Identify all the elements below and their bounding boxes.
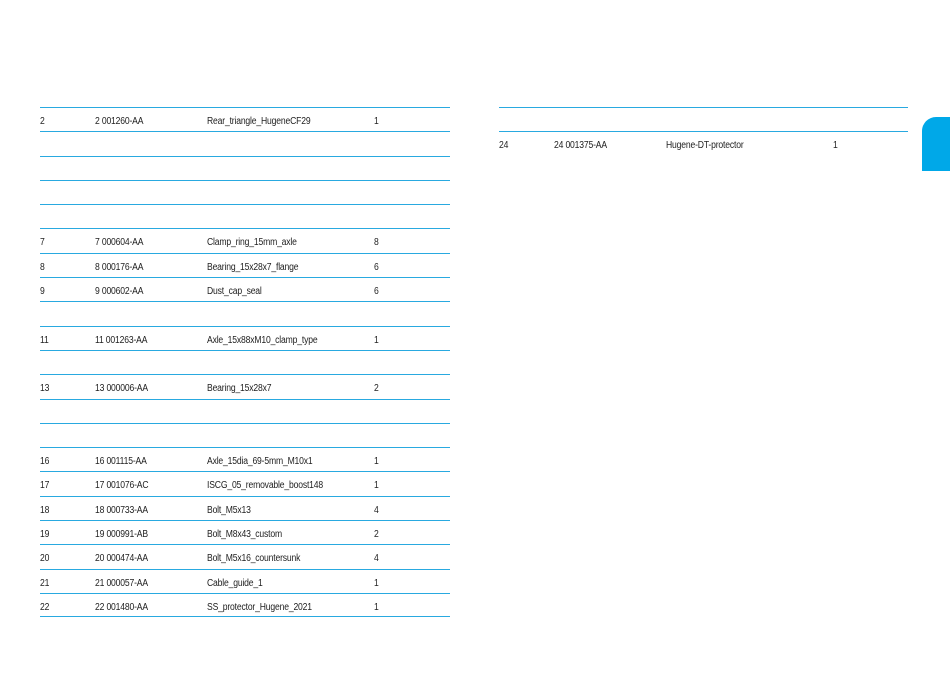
quantity-cell: 1	[374, 480, 379, 492]
quantity-cell: 1	[374, 601, 379, 613]
description-cell: Dust_cap_seal	[207, 286, 262, 298]
table-row	[40, 593, 450, 617]
table-row	[40, 131, 450, 155]
description-cell: Clamp_ring_15mm_axle	[207, 237, 297, 249]
description-cell: Bolt_M8x43_custom	[207, 529, 282, 541]
table-row	[40, 520, 450, 544]
table-row	[40, 423, 450, 447]
table-row	[40, 253, 450, 277]
table-row	[40, 399, 450, 423]
quantity-cell: 1	[374, 577, 379, 589]
table-row	[40, 301, 450, 325]
description-cell: Bearing_15x28x7_flange	[207, 261, 299, 273]
position-cell: 21	[40, 577, 50, 589]
position-cell: 9	[40, 286, 45, 298]
table-row	[40, 569, 450, 593]
part-number-cell: 9 000602-AA	[95, 286, 144, 298]
quantity-cell: 4	[374, 553, 379, 565]
side-tab[interactable]	[922, 117, 950, 171]
table-row	[40, 156, 450, 180]
description-cell: ISCG_05_removable_boost148	[207, 480, 324, 492]
part-number-cell: 13 000006-AA	[95, 383, 148, 395]
position-cell: 19	[40, 529, 50, 541]
description-cell: Bolt_M5x16_countersunk	[207, 553, 301, 565]
description-cell: Hugene-DT-protector	[666, 140, 744, 152]
table-row	[40, 204, 450, 228]
quantity-cell: 1	[833, 140, 838, 152]
description-cell: Rear_triangle_HugeneCF29	[207, 116, 311, 127]
position-cell: 22	[40, 601, 50, 613]
quantity-cell: 1	[374, 456, 379, 468]
quantity-cell: 2	[374, 529, 379, 541]
table-row	[499, 131, 908, 155]
part-number-cell: 22 001480-AA	[95, 601, 148, 613]
part-number-cell: 17 001076-AC	[95, 480, 149, 492]
description-cell: Cable_guide_1	[207, 577, 263, 589]
position-cell: 11	[40, 334, 49, 346]
description-cell: SS_protector_Hugene_2021	[207, 601, 312, 613]
part-number-cell: 20 000474-AA	[95, 553, 148, 565]
part-number-cell: 18 000733-AA	[95, 504, 148, 516]
quantity-cell: 1	[374, 116, 379, 127]
part-number-cell: 8 000176-AA	[95, 261, 144, 273]
part-number-cell: 19 000991-AB	[95, 529, 148, 541]
quantity-cell: 1	[374, 334, 379, 346]
table-row	[40, 496, 450, 520]
part-number-cell: 16 001115-AA	[95, 456, 147, 468]
position-cell: 13	[40, 383, 50, 395]
table-row	[40, 180, 450, 204]
part-number-cell: 7 000604-AA	[95, 237, 144, 249]
description-cell: Bolt_M5x13	[207, 504, 251, 516]
quantity-cell: 8	[374, 237, 379, 249]
quantity-cell: 6	[374, 286, 379, 298]
part-number-cell: 11 001263-AA	[95, 334, 148, 346]
table-row	[499, 107, 908, 131]
table-row	[40, 471, 450, 495]
table-row	[40, 228, 450, 252]
position-cell: 2	[40, 116, 45, 127]
position-cell: 7	[40, 237, 45, 249]
description-cell: Axle_15x88xM10_clamp_type	[207, 334, 318, 346]
quantity-cell: 2	[374, 383, 379, 395]
table-row	[40, 350, 450, 374]
position-cell: 24	[499, 140, 509, 152]
table-row	[40, 544, 450, 568]
quantity-cell: 6	[374, 261, 379, 273]
parts-table-left	[40, 107, 450, 617]
quantity-cell: 4	[374, 504, 379, 516]
position-cell: 16	[40, 456, 50, 468]
table-row	[40, 326, 450, 350]
position-cell: 20	[40, 553, 50, 565]
parts-table-right	[499, 107, 908, 156]
table-row	[40, 277, 450, 301]
part-number-cell: 2 001260-AA	[95, 116, 144, 127]
description-cell: Axle_15dia_69-5mm_M10x1	[207, 456, 313, 468]
table-row	[40, 107, 450, 131]
position-cell: 8	[40, 261, 45, 273]
description-cell: Bearing_15x28x7	[207, 383, 272, 395]
table-row	[40, 447, 450, 471]
table-row	[40, 374, 450, 398]
part-number-cell: 21 000057-AA	[95, 577, 148, 589]
position-cell: 17	[40, 480, 50, 492]
position-cell: 18	[40, 504, 50, 516]
part-number-cell: 24 001375-AA	[554, 140, 607, 152]
